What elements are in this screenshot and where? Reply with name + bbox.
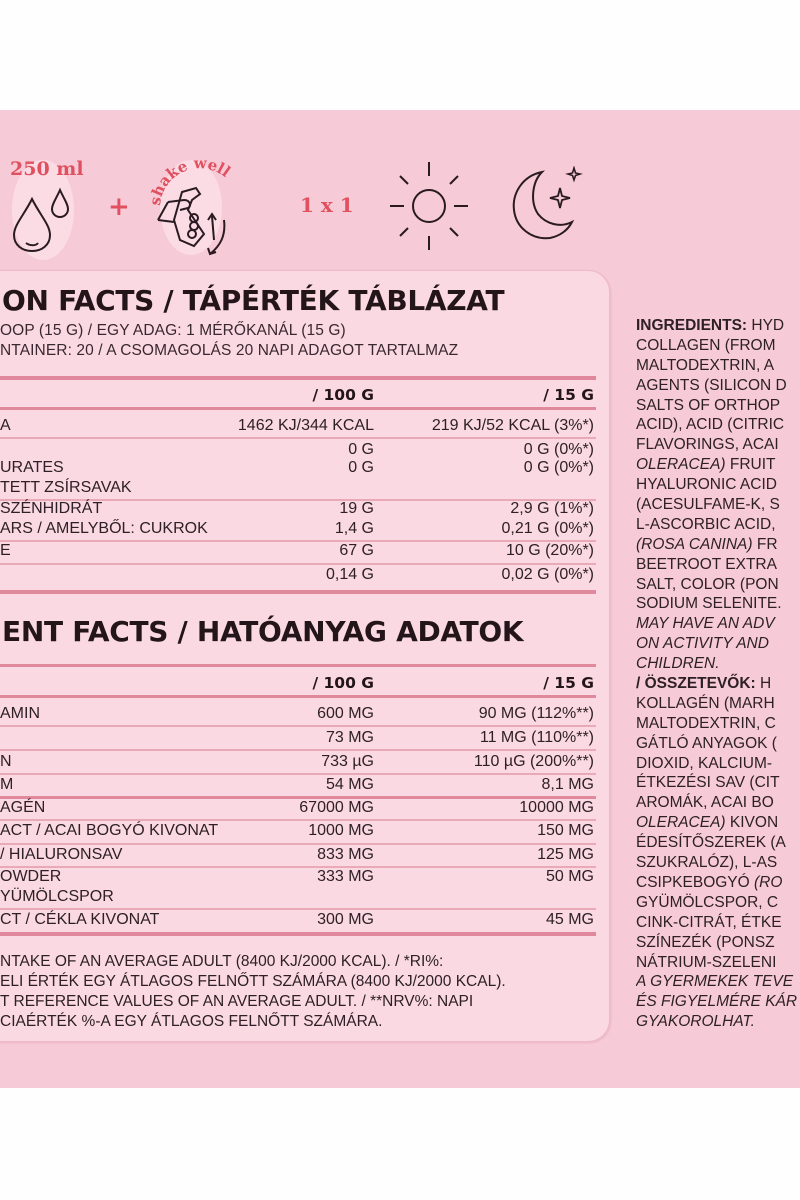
- ingredients-line: [636, 396, 800, 416]
- ingredients-line: [636, 734, 800, 754]
- row-per15: 219 KJ/52 KCAL (3%*): [431, 417, 594, 434]
- ingredients-text: CSIPKEBOGYÓ: [636, 873, 755, 891]
- ingredients-text: ÉDESÍTŐSZEREK (A: [636, 834, 786, 852]
- ingredients-text: NÁTRIUM-SZELENI: [636, 953, 777, 971]
- row-per100: 67000 MG: [299, 799, 374, 816]
- water-amount: 250 ml: [10, 158, 84, 180]
- ingredients-line: [636, 575, 800, 595]
- rule: [0, 866, 596, 868]
- rule: [0, 908, 596, 910]
- ingredients-line: [636, 853, 800, 873]
- serving-size: OOP (15 G) / EGY ADAG: 1 MÉRŐKANÁL (15 G): [0, 322, 346, 339]
- row-per15: 125 MG: [537, 846, 594, 863]
- row-per100: 0 G: [348, 441, 374, 458]
- ingredients-line: [636, 654, 800, 674]
- row-label: / HIALURONSAV: [0, 846, 123, 863]
- rule: [0, 407, 596, 410]
- ingredients-text: HYD: [747, 317, 785, 334]
- ingredients-text: COLLAGEN (FROM: [636, 336, 776, 354]
- row-label-2: TETT ZSÍRSAVAK: [0, 479, 132, 496]
- row-per100: 1,4 G: [334, 520, 374, 537]
- rule: [0, 932, 596, 936]
- ingredients-text: GYAKOROLHAT.: [636, 1013, 755, 1031]
- row-label: CT / CÉKLA KIVONAT: [0, 911, 160, 928]
- shake-bottle-icon: [152, 180, 242, 260]
- rule: [0, 819, 596, 821]
- ingredients-line: [636, 694, 800, 714]
- row-per15: 11 MG (110%**): [479, 729, 594, 746]
- rule: [0, 590, 596, 594]
- col-header-15g: / 15 G: [543, 386, 594, 404]
- ingredients-text: (ROSA CANINA): [636, 535, 753, 553]
- ingredients-line: [636, 773, 800, 793]
- ingredients-line: [636, 873, 800, 893]
- row-label: ACT / ACAI BOGYÓ KIVONAT: [0, 822, 219, 839]
- plus-sign: +: [108, 192, 130, 222]
- row-per15: 0 G (0%*): [523, 441, 594, 458]
- ingredients-text: ÉS FIGYELMÉRE KÁR: [636, 993, 798, 1011]
- col-header-100g: / 100 G: [312, 386, 374, 404]
- row-label: OWDER: [0, 868, 62, 885]
- row-per100: 333 MG: [317, 868, 374, 885]
- shake-well-text: shake well: [145, 154, 234, 207]
- ingredients-line: [636, 515, 800, 535]
- rule: [0, 773, 596, 775]
- row-label: E: [0, 542, 11, 559]
- ingredients-text: KOLLAGÉN (MARH: [636, 694, 775, 712]
- row-per15: 0,21 G (0%*): [501, 520, 594, 537]
- row-label: AGÉN: [0, 799, 46, 816]
- ingredients-list: [636, 316, 800, 1032]
- ingredients-line: [636, 714, 800, 734]
- ingredients-line: [636, 634, 800, 654]
- active-title: ENT FACTS / HATÓANYAG ADATOK: [2, 615, 524, 648]
- rule: [0, 563, 596, 565]
- ingredients-text: L-ASCORBIC ACID,: [636, 515, 776, 533]
- row-per100: 600 MG: [317, 705, 374, 722]
- rule: [0, 376, 596, 380]
- ingredients-text: ACID), ACID (CITRIC: [636, 416, 785, 434]
- col-header-15g: / 15 G: [543, 674, 594, 692]
- row-label: URATES: [0, 459, 64, 476]
- footnote: NTAKE OF AN AVERAGE ADULT (8400 KJ/2000 KCAL). / *RI%:: [0, 953, 444, 970]
- ingredients-text: HYALURONIC ACID: [636, 476, 777, 494]
- row-per100: 733 µG: [321, 753, 374, 770]
- servings-per-container: NTAINER: 20 / A CSOMAGOLÁS 20 NAPI ADAGOT TARTALMAZ: [0, 342, 459, 359]
- ingredients-text: GYÜMÖLCSPOR, C: [636, 893, 779, 911]
- rule: [0, 725, 596, 727]
- ingredients-line: [636, 674, 800, 694]
- rule: [0, 664, 596, 667]
- row-per100: 300 MG: [317, 911, 374, 928]
- usage-instructions: [0, 130, 620, 270]
- ingredients-text: SALTS OF ORTHOP: [636, 396, 781, 414]
- row-per15: 45 MG: [545, 911, 594, 928]
- ingredients-line: [636, 813, 800, 833]
- footnote: T REFERENCE VALUES OF AN AVERAGE ADULT. / **NRV%: NAPI: [0, 993, 474, 1010]
- row-per15: 150 MG: [537, 822, 594, 839]
- ingredients-line: [636, 953, 800, 973]
- ingredients-line: [636, 833, 800, 853]
- ingredients-line: [636, 356, 800, 376]
- ingredients-text: BEETROOT EXTRA: [636, 555, 777, 573]
- footnote: ELI ÉRTÉK EGY ÁTLAGOS FELNŐTT SZÁMÁRA (8400 KJ/2000 KCAL).: [0, 973, 506, 990]
- row-label: AMIN: [0, 705, 40, 722]
- ingredients-text: (RO: [754, 873, 783, 891]
- ingredients-text: FR: [752, 535, 778, 553]
- row-per15: 10000 MG: [519, 799, 594, 816]
- water-drops-icon: [10, 185, 70, 255]
- ingredients-text: SZUKRALÓZ), L-AS: [636, 854, 778, 872]
- ingredients-text: OLERACEA): [636, 814, 726, 832]
- row-per100: 833 MG: [317, 846, 374, 863]
- ingredients-line: [636, 475, 800, 495]
- ingredients-text: AGENTS (SILICON D: [636, 376, 787, 394]
- row-per100: 0 G: [348, 459, 374, 476]
- ingredients-text: CHILDREN.: [636, 655, 720, 673]
- ingredients-line: [636, 1012, 800, 1032]
- sun-icon: [388, 158, 470, 254]
- ingredients-text: KIVON: [725, 814, 779, 832]
- row-label: ARS / AMELYBŐL: CUKROK: [0, 520, 208, 537]
- ingredients-heading: / ÖSSZETEVŐK:: [636, 675, 756, 693]
- ingredients-text: AROMÁK, ACAI BO: [636, 794, 774, 812]
- rule: [0, 695, 596, 698]
- ingredients-text: H: [755, 675, 772, 693]
- ingredients-text: OLERACEA): [636, 456, 726, 474]
- ingredients-text: (ACESULFAME-K, S: [636, 496, 780, 514]
- rule: [0, 796, 596, 799]
- ingredients-line: [636, 992, 800, 1012]
- rule: [0, 437, 596, 439]
- ingredients-text: DIOXID, KALCIUM-: [636, 754, 773, 772]
- moon-stars-icon: [508, 166, 584, 246]
- ingredients-text: SALT, COLOR (PON: [636, 575, 779, 593]
- dosage: 1 x 1: [300, 193, 354, 217]
- ingredients-line: [636, 972, 800, 992]
- row-label: M: [0, 776, 14, 793]
- row-label: A: [0, 417, 11, 434]
- ingredients-line: [636, 893, 800, 913]
- ingredients-line: [636, 316, 800, 336]
- row-label-2: YÜMÖLCSPOR: [0, 888, 114, 905]
- ingredients-text: SZÍNEZÉK (PONSZ: [636, 933, 775, 951]
- ingredients-text: SODIUM SELENITE.: [636, 595, 782, 613]
- row-label: N: [0, 753, 12, 770]
- ingredients-line: [636, 495, 800, 515]
- ingredients-text: MALTODEXTRIN, C: [636, 714, 776, 732]
- row-per100: 1000 MG: [308, 822, 374, 839]
- ingredients-line: [636, 336, 800, 356]
- row-per100: 54 MG: [325, 776, 374, 793]
- ingredients-text: GÁTLÓ ANYAGOK (: [636, 734, 777, 752]
- ingredients-text: CINK-CITRÁT, ÉTKE: [636, 913, 782, 931]
- row-per100: 19 G: [339, 500, 374, 517]
- ingredients-text: ON ACTIVITY AND: [636, 635, 769, 653]
- row-per15: 10 G (20%*): [505, 542, 594, 559]
- col-header-100g: / 100 G: [312, 674, 374, 692]
- ingredients-line: [636, 455, 800, 475]
- row-per100: 67 G: [339, 542, 374, 559]
- ingredients-text: FLAVORINGS, ACAI: [636, 436, 779, 454]
- row-per15: 0 G (0%*): [523, 459, 594, 476]
- row-per15: 8,1 MG: [541, 776, 594, 793]
- row-per15: 90 MG (112%**): [478, 705, 594, 722]
- ingredients-text: MALTODEXTRIN, A: [636, 356, 775, 374]
- rule: [0, 749, 596, 751]
- ingredients-heading: INGREDIENTS:: [636, 317, 748, 334]
- ingredients-text: A GYERMEKEK TEVE: [636, 973, 794, 991]
- rule: [0, 843, 596, 845]
- row-per15: 50 MG: [545, 868, 594, 885]
- ingredients-line: [636, 535, 800, 555]
- ingredients-line: [636, 614, 800, 634]
- ingredients-line: [636, 913, 800, 933]
- row-per100: 1462 KJ/344 KCAL: [237, 417, 374, 434]
- nutrition-title: ON FACTS / TÁPÉRTÉK TÁBLÁZAT: [2, 284, 505, 317]
- ingredients-line: [636, 415, 800, 435]
- ingredients-line: [636, 754, 800, 774]
- row-per15: 110 µG (200%**): [473, 753, 594, 770]
- ingredients-line: [636, 933, 800, 953]
- ingredients-line: [636, 435, 800, 455]
- ingredients-text: ÉTKEZÉSI SAV (CIT: [636, 774, 780, 792]
- row-per15: 2,9 G (1%*): [510, 500, 594, 517]
- ingredients-line: [636, 376, 800, 396]
- ingredients-line: [636, 594, 800, 614]
- row-per100: 73 MG: [325, 729, 374, 746]
- ingredients-text: MAY HAVE AN ADV: [636, 615, 775, 633]
- footnote: CIAÉRTÉK %-A EGY ÁTLAGOS FELNŐTT SZÁMÁRA.: [0, 1013, 383, 1030]
- row-label: SZÉNHIDRÁT: [0, 500, 103, 517]
- row-per100: 0,14 G: [325, 566, 374, 583]
- ingredients-line: [636, 793, 800, 813]
- ingredients-line: [636, 555, 800, 575]
- ingredients-text: FRUIT: [725, 456, 776, 474]
- row-per15: 0,02 G (0%*): [501, 566, 594, 583]
